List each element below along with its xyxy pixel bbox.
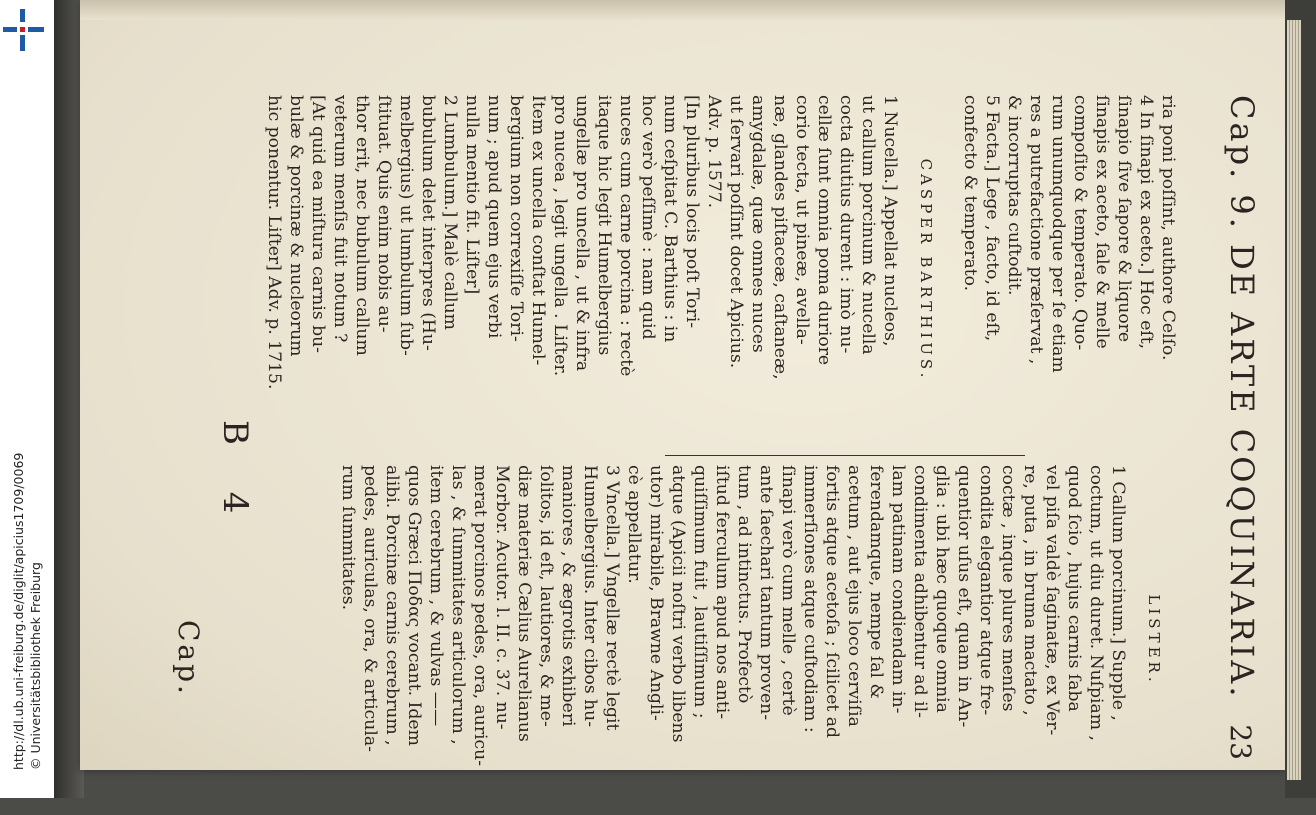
text-line: Morbor. Acutor. l. II. c. 37. nu- (492, 465, 512, 730)
text-line: [At quid ea miſtura carnis bu- (308, 95, 328, 353)
text-line: fortis atque acetoſa ; ſcilicet ad (822, 465, 842, 738)
credit-copyright: © Universitätsbibliothek Freiburg (28, 562, 43, 770)
text-line: vel piſa valdè ſaginatæ, ex Ver- (1042, 465, 1062, 736)
text-line: 3 Vncella.] Vngellæ rectè legit (602, 465, 622, 731)
text-line: thor erit, nec bubulum callum (352, 95, 372, 356)
text-line: quiſſimum fuit , lautiſſimum ; (690, 465, 710, 719)
text-line: amygdalæ, quæ omnes nuces (748, 95, 768, 353)
text-line: hoc verò peſſimè : nam quid (638, 95, 658, 340)
text-line: bergium non correxiſſe Tori- (506, 95, 526, 342)
text-line: re, puta , in bruma mactato , (1020, 465, 1040, 716)
text-line: confecto & temperato. (960, 95, 980, 292)
left-column-lines (959, 95, 1179, 445)
chapter-title: Cap. 9. DE ARTE COQUINARIA. (1223, 95, 1261, 700)
text-line: hic ponentur. Liſter] Adv. p. 1715. (264, 95, 284, 390)
right-column (337, 465, 1179, 815)
page-text-rotated (80, 0, 1285, 770)
left-column (263, 95, 1179, 445)
text-line: Humelbergius. Inter cibos hu- (580, 465, 600, 728)
text-line: maniores , & ægrotis exhiberi (558, 465, 578, 727)
text-line: quentior uſus eſt, quam in An- (954, 465, 974, 728)
text-line: quos Græci Ποδας vocant. Idem (404, 465, 424, 746)
text-line: melbergius) ut lumbulum ſub- (396, 95, 416, 356)
text-line: num ; apud quem ejus verbi (484, 95, 504, 339)
text-line: acetum , aut ejus loco cerviſia (844, 465, 864, 727)
text-line: ut ſervari poſſint docet Apicius. (726, 95, 746, 369)
text-line: ante ſaechari tantum proven- (756, 465, 776, 721)
text-line: 1 Callum porcinum.] Supple , (1108, 465, 1128, 721)
text-line: cè appellatur. (624, 465, 644, 584)
left-column-lines-2 (263, 95, 901, 445)
text-line: cellæ ſunt omnia poma duriore (814, 95, 834, 366)
text-line: coctum, ut diu duret. Nuſpiam , (1086, 465, 1106, 742)
text-line: 2 Lumbulum.] Malè callum (440, 95, 460, 330)
text-line: 1 Nucella.] Appellat nucleos, (880, 95, 900, 347)
text-line: las , & ſummitates articulorum , (448, 465, 468, 745)
credit-text (0, 0, 54, 798)
text-line: item cerebrum , & vulvas —— (426, 465, 446, 727)
text-line: ſtituat. Quis enim nobis au- (374, 95, 394, 333)
section-head-barthius: CASPER BARTHIUS. (917, 158, 935, 382)
text-line: ſolitos, id eſt, lautiores, & me- (536, 465, 556, 727)
text-line: pedes, auriculas, ora, & articula- (360, 465, 380, 752)
text-line: rum unumquodque per ſe etiam (1048, 95, 1068, 373)
text-line: bubulum delet interpres (Hu- (418, 95, 438, 351)
page-number: 23 (1224, 724, 1257, 760)
text-line: merat porcinos pedes, ora, auricu- (470, 465, 490, 767)
text-line: immerſiones atque cuſtodiam : (800, 465, 820, 733)
text-line: condimenta adhibentur ad il- (910, 465, 930, 718)
text-line: bulæ & porcinæ & nucleorum (286, 95, 306, 357)
text-line: 5 Facta.] Lege , facto, id eſt, (982, 95, 1002, 342)
signature-mark: B 4 (215, 420, 255, 532)
text-line: glia : ubi hæc quoque omnia (932, 465, 952, 713)
text-line: coctæ , inque plures menſes (998, 465, 1018, 712)
text-line: pro nucea , legit ungella . Liſter. (550, 95, 570, 377)
text-line: næ, glandes piſtaceæ, caſtaneæ, (770, 95, 790, 380)
text-line: lam patinam condiendam in- (888, 465, 908, 714)
text-line: veterum menſis fuit notum ? (330, 95, 350, 343)
text-line: rum ſummitates. (338, 465, 358, 611)
text-line: 4 In ſinapi ex aceto.] Hoc eſt, (1136, 95, 1156, 350)
text-line: quod ſcio , hujus carnis ſaba (1064, 465, 1084, 712)
text-line: ſinapis ex aceto, ſale & melle (1092, 95, 1112, 349)
column-divider (665, 455, 1025, 456)
catchword: Cap. (172, 620, 205, 697)
text-line: ferendamque, nempe ſal & (866, 465, 886, 699)
text-line: res a putrefactione præſervat , (1026, 95, 1046, 365)
viewer-sidebar (0, 0, 54, 798)
text-line: iſtud ferculum apud nos anti- (712, 465, 732, 720)
text-line: ungellæ pro uncella , ut & infra (572, 95, 592, 372)
text-line: ſinapio ſive ſapore & liquore (1114, 95, 1134, 343)
text-line: ut callum porcinum & nucella (858, 95, 878, 355)
page-stack-edge (1285, 0, 1316, 798)
text-line: ſinapi verò cum melle , certè (778, 465, 798, 716)
section-head-lister: LISTER. (1145, 594, 1163, 686)
credit-url[interactable]: http://dl.ub.uni-freiburg.de/diglit/apicius1709/0069 (11, 452, 26, 770)
text-line: diæ materiæ Cælius Aurelianus (514, 465, 534, 742)
text-line: nuces cum carne porcina : rectè (616, 95, 636, 377)
text-line: compoſito & temperato. Quo- (1070, 95, 1090, 351)
text-line: ria poni poſſint, authore Celſo. (1158, 95, 1178, 361)
text-line: itaque hic legit Humelbergius (594, 95, 614, 356)
text-line: atque (Apicii noſtri verbo libens (668, 465, 688, 743)
text-line: alibi. Porcinæ carnis cerebrum , (382, 465, 402, 746)
text-line: corio tecta, ut pineæ, avella- (792, 95, 812, 345)
text-line: num ceſpitat C. Barthius : in (660, 95, 680, 343)
text-line: tum , ad intinctus. Profectò (734, 465, 754, 704)
text-line: cocta diutius durent : imò nu- (836, 95, 856, 354)
text-line: [In pluribus locis poſt Tori- (682, 95, 702, 328)
text-line: nulla mentio fit. Liſter] (462, 95, 482, 295)
text-line: & incorruptas cuſtodit. (1004, 95, 1024, 296)
text-line: utor) mirabile, Brawne Angli- (646, 465, 666, 721)
text-line: Item ex uncella conſtat Humel- (528, 95, 548, 366)
running-header (1217, 20, 1267, 760)
text-line: condita elegantior atque fre- (976, 465, 996, 716)
right-column-lines (337, 465, 1129, 815)
text-line: Adv. p. 1577. (704, 95, 724, 209)
